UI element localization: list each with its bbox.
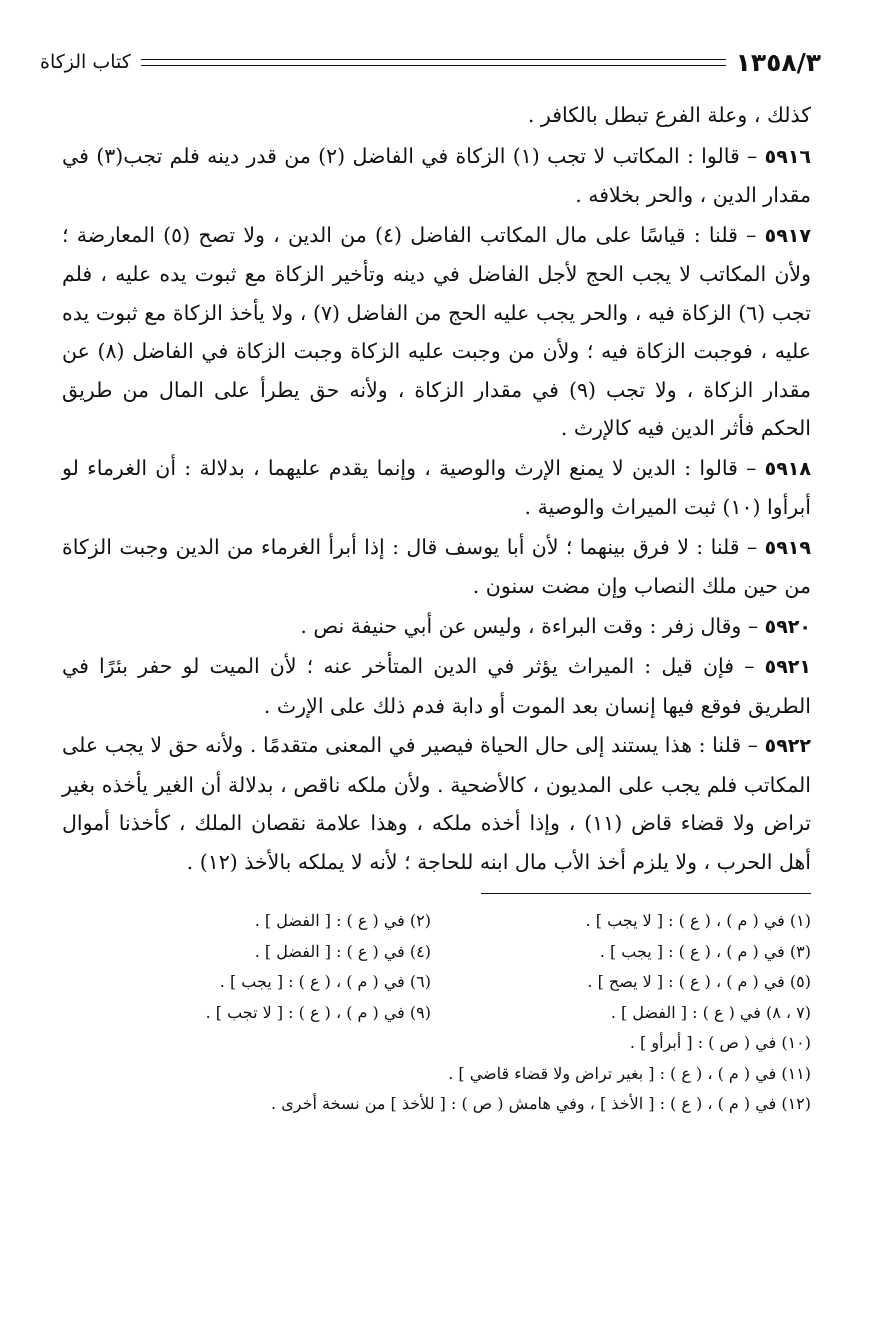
footnote-separator: [481, 893, 811, 894]
main-text: [62, 96, 811, 881]
paragraph: [62, 137, 811, 215]
paragraph-number: ٥٩١٧: [764, 224, 811, 247]
paragraph-text: – قالوا : المكاتب لا تجب (١) الزكاة في الفاضل (٢) من قدر دينه فلم تجب(٣) في مقدار الدين ، والحر بخلافه .: [62, 143, 811, 207]
footnote-row: [62, 1089, 811, 1120]
footnote-row: [62, 1059, 811, 1090]
chapter-title: كتاب الزكاة: [40, 51, 131, 73]
running-header: [40, 42, 821, 82]
footnote: (١١) في ( م ) ، ( ع ) : [ بغير تراض ولا قضاء قاضي ] .: [448, 1063, 811, 1083]
footnote: (٩) في ( م ) ، ( ع ) : [ لا تجب ] .: [205, 1002, 431, 1022]
paragraph-number: ٥٩٢١: [764, 656, 811, 678]
paragraph-number: ٥٩١٦: [764, 145, 812, 168]
footnote-row: [62, 998, 811, 1029]
paragraph-text: – فإن قيل : الميراث يؤثر في الدين المتأخر عنه ؛ لأن الميت لو حفر بئرًا في الطريق فوقع فيها إنسان بعد الموت أو دابة فدم ذلك على الإرث .: [62, 654, 811, 718]
footnote: (٧ ، ٨) في ( ع ) : [ الفضل ] .: [610, 1002, 811, 1022]
footnote-row: [62, 937, 811, 968]
paragraph-text: – قلنا : هذا يستند إلى حال الحياة فيصير في المعنى متقدمًا . ولأنه حق لا يجب على المكاتب فلم يجب على المديون ، كالأضحية . ولأن ملكه ناقص ، بدلالة أن الغير يأخذه بغير تراض ولا قضاء قاض (١١) ، وإذا أخذه ملكه ، وهذا علامة نقصان الملك ، كأخذنا أموال أهل الحرب ، ولا يلزم أخذ الأب مال ابنه للحاجة ؛ لأنه لا يملكه بالأخذ (١٢) .: [62, 733, 811, 874]
paragraph-text: – قلنا : قياسًا على مال المكاتب الفاضل (٤) من الدين ، ولا تصح (٥) المعارضة ؛ ولأن المكاتب لا يجب الحج لأجل الفاضل في دينه وتأخير الزكاة مع ثبوت يده عليه ، فلم تجب (٦) الزكاة فيه ، والحر يجب عليه الحج من الفاضل (٧) ، ولا يأخذ الزكاة مع ثبوت يده عليه ، فوجبت الزكاة فيه ؛ ولأن من وجبت عليه الزكاة وجبت الزكاة في الفاضل (٨) عن مقدار الزكاة ، ولا تجب (٩) في مقدار الزكاة ، ولأنه حق يطرأ على المال من طريق الحكم فأثر الدين فيه كالإرث .: [62, 222, 811, 440]
paragraph-text: كذلك ، وعلة الفرع تبطل بالكافر .: [527, 103, 811, 127]
paragraph-number: ٥٩١٨: [764, 457, 811, 480]
header-double-rule: [141, 59, 726, 66]
paragraph-text: – وقال زفر : وقت البراءة ، وليس عن أبي حنيفة نص .: [300, 613, 765, 638]
footnote: (١٢) في ( م ) ، ( ع ) : [ الأخذ ] ، وفي هامش ( ص ) : [ للأخذ ] من نسخة أخرى .: [271, 1094, 811, 1113]
paragraph: [62, 528, 811, 606]
paragraph: [62, 726, 811, 881]
paragraph-text: – قالوا : الدين لا يمنع الإرث والوصية ، وإنما يقدم عليهما ، بدلالة : أن الغرماء لو أبرأوا (١٠) ثبت الميراث والوصية .: [62, 455, 811, 519]
paragraph: [62, 607, 811, 647]
paragraph: [62, 449, 811, 527]
paragraph-number: ٥٩٢٢: [764, 735, 811, 757]
page-number: ١٣٥٨/٣: [735, 47, 821, 77]
footnote: (١٠) في ( ص ) : [ أبرأو ] .: [629, 1033, 811, 1052]
paragraph-number: ٥٩١٩: [764, 536, 811, 559]
footnote: (١) في ( م ) ، ( ع ) : [ لا يجب ] .: [585, 911, 811, 930]
paragraph-text: – قلنا : لا فرق بينهما ؛ لأن أبا يوسف قال : إذا أبرأ الغرماء من الدين وجبت الزكاة من حين ملك النصاب وإن مضت سنون .: [62, 534, 811, 598]
footnote: (٦) في ( م ) ، ( ع ) : [ يجب ] .: [219, 972, 431, 991]
paragraph: [62, 216, 811, 448]
footnote-row: [62, 906, 811, 937]
footnote: (٥) في ( م ) ، ( ع ) : [ لا يصح ] .: [587, 972, 811, 991]
paragraph: [62, 96, 811, 136]
footnote: (٣) في ( م ) ، ( ع ) : [ يجب ] .: [599, 941, 811, 961]
footnote-row: [62, 967, 811, 998]
footnote-row: [62, 1028, 811, 1059]
paragraph-number: ٥٩٢٠: [764, 615, 811, 638]
footnote: (٢) في ( ع ) : [ الفضل ] .: [254, 911, 431, 930]
paragraph: [62, 647, 811, 725]
footnote: (٤) في ( ع ) : [ الفضل ] .: [254, 941, 431, 961]
footnotes: [62, 906, 811, 1120]
